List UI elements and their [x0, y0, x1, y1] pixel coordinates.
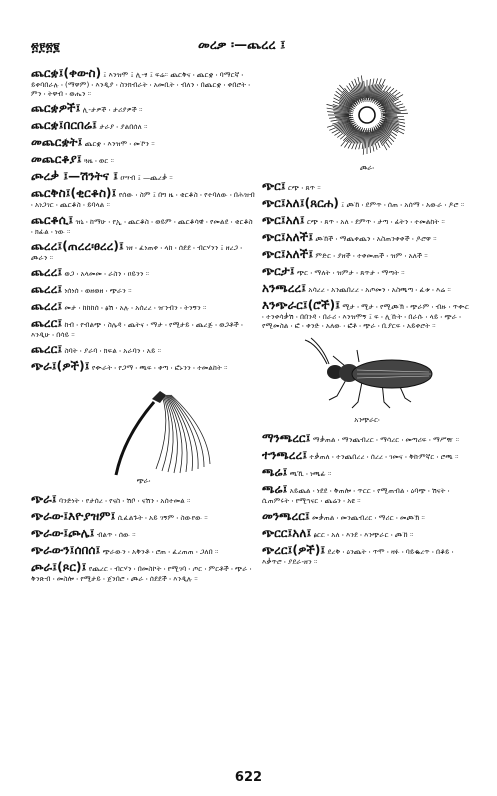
entry-definition: ሊ-ታዎች ፡ ታሪያዎች ።	[82, 105, 143, 115]
sunray-illustration	[262, 66, 472, 164]
dictionary-entry	[31, 543, 256, 557]
dictionary-entry	[31, 526, 256, 540]
left-entries-continued	[31, 492, 256, 583]
dictionary-entry	[262, 526, 472, 540]
dictionary-entry	[31, 213, 256, 236]
beetle-drawing	[287, 334, 447, 416]
page-header	[0, 0, 497, 62]
right-entries-continued	[262, 431, 472, 565]
entry-headword: መንጫረር፤	[262, 508, 310, 523]
entry-definition: ነሰነሰ ፡ ወዘወዘ ፡ ጭራን ።	[64, 286, 132, 296]
entry-definition: ሚታ ፡ ሚታ ፡ የሚጮኽ ፡ ጭራም ፡ ብዙ ፡ ጥቍር ፡ ተንቀሳቃሽ ፡ በበንዳ ፡ በራሪ ፡ እንዝሞኝ ፤ ፍ ፡ ሊኹት ፡ በራሱ ፡ ላይ ፡ ጭራ ፡ የሚመስል ፡ ፎ ፡ ቀንድ ፡ አለው ፡ ፎቶ ፡ ጭራ ፡ ቢያርፍ ፡ አይቀሮት ።	[262, 302, 469, 331]
sun-ray	[334, 114, 349, 115]
dictionary-entry	[31, 239, 256, 262]
entry-headword: ጨረረ፤(ጠረረ፡ፀረረ)፤	[31, 238, 124, 253]
entry-definition: የሰው ፡ ስም ፤ በግ ዜ ፡ ቂርቆስ ፡ የተባለው ፡ በሕዝብ ፡ አነጋገር ፡ ጨርቆስ ፡ ይባላል ።	[31, 190, 255, 210]
dictionary-entry	[31, 316, 256, 339]
dictionary-entry	[31, 359, 256, 373]
entry-definition: ማቃጠል ፡ ማንጨብረር ፡ ማሳረር ፡ መጣሪፍ ፡ ማሥዥ ።	[312, 435, 460, 445]
dictionary-entry	[262, 298, 472, 330]
dictionary-entry	[31, 66, 256, 98]
entry-headword: አንጫረረ፤	[262, 281, 307, 295]
entry-headword: መጨርቆያ፤	[31, 152, 82, 167]
entry-headword: ጭር፤	[262, 179, 286, 193]
dictionary-entry	[31, 186, 256, 209]
entry-headword: ጭራው፤ጮሌ፤	[31, 526, 95, 541]
entry-headword: ጨርቋ፤(ቀውስ)	[31, 66, 102, 80]
header-guide-words: መረቃ ፡—ጨረረ ፤	[198, 38, 286, 53]
page-number: 622	[234, 770, 263, 785]
entry-definition: ጓዜ ፡ ወር ።	[84, 156, 115, 166]
entry-definition: ስባት ፡ ያራባ ፡ ክፍል ፡ አራባን ፡ አይ ።	[64, 346, 162, 356]
sun-ray	[335, 116, 353, 117]
entry-definition: ከብ ፡ የብልጭ ፡ ስሌዳ ፡ ጨትና ፡ ማታ ፡ የሚታይ ፡ ጨረጅ ፡ ወጋቶች ፡ እንዲሁ ፡ በሳይ ።	[31, 320, 243, 340]
beetle-illustration	[262, 334, 472, 416]
dictionary-entry	[262, 281, 472, 295]
entry-definition: ርጭ ፡ ጸጥ ፡ አለ ፡ ደምጥ ፡ ታጣ ፡ ፊትን ፡ ተመልከት ።	[306, 217, 445, 226]
dictionary-entry	[31, 492, 256, 506]
dictionary-entry	[262, 431, 472, 445]
entry-definition: ሲፈልጉት ፡ አይ ገኝም ፡ ስውየው ።	[117, 513, 208, 523]
dictionary-entry	[31, 118, 256, 132]
header-left-numeral: ፳፻፳፪	[31, 40, 60, 54]
entry-definition: ብልጥ ፡ ሰው ።	[96, 530, 136, 540]
entry-definition: አሳረረ ፡ አንጨበረረ ፡ አጦመን ፡ አስጫጣ ፡ ፈቱ ፡ እሬ ።	[308, 285, 451, 294]
entry-headword: ጭራ፤	[31, 492, 57, 507]
sunray-drawing	[292, 66, 442, 164]
entry-definition: ፤ እንዝሞ ፤ ሊ-ፃ ፤ ፍሬ። ጨርቅና ፡ ጨርቋ ፡ ባማርኛ ፡ ይቀባበራሉ ፡ (ማዋም) ፡ እንዲያ ፡ ስንክብራት ፡ አመቢት ፡ ብለን ፡ በጨርቋ ፡ ቀበሮት ፡ ምን ፡ ትዋብ ፡ ወሔን ።	[31, 70, 251, 99]
left-entries	[31, 66, 256, 373]
entry-definition: የቍራት ፡ የጋማ ፡ ጫፍ ፡ ቀጣ ፡ ፎኑንን ፡ ተመልከት ።	[91, 363, 228, 373]
entry-definition: ወጋ ፡ አላመመ ፡ ራስን ፡ ዐይንን ።	[64, 269, 150, 279]
dictionary-entry	[262, 509, 472, 523]
entry-definition: ፅርር ፡ አለ ፡ እንደ ፡ እንጭራር ፡ ጮኸ ።	[313, 529, 414, 539]
right-entries	[262, 179, 472, 330]
entry-definition: ባንድነት ፡ የታሰረ ፡ የናስ ፡ ሽቦ ፡ ናሽን ፡ አሰተመል ።	[58, 496, 191, 506]
entry-definition: ጨርቋ ፡ እንዝሞ ፡ መኾን ።	[84, 139, 155, 149]
sun-ray	[366, 87, 367, 98]
entry-headword: ጭራው፤እዮያዝም፤	[31, 509, 116, 524]
entry-headword: ጨርቋ፤በርበሬ፤	[31, 118, 97, 133]
dictionary-entry	[262, 465, 472, 479]
entry-headword: ጭር፤አለች፤	[262, 230, 314, 244]
entry-headword: ጫሬ፤	[262, 482, 288, 497]
entry-headword: ጨርቅስ፤(ቂርቆስ)፤	[31, 186, 117, 201]
dictionary-entry	[31, 560, 256, 583]
entry-headword: ጨርቋዎች፤	[31, 101, 81, 116]
entry-headword: ጭር፤አለ፤(ጸርሐ)	[262, 196, 339, 210]
entry-headword: ጭረር፤(ዎች)፤	[262, 542, 326, 557]
right-column	[262, 66, 472, 569]
entry-headword: እንጭራር፤(ሮች)፤	[262, 298, 341, 312]
entry-definition: ጮኸች ፡ ማጨቀጨን ፡ አስጠንቀቀች ፡ ዶሮዋ ።	[315, 234, 437, 243]
dictionary-entry	[31, 169, 256, 183]
entry-headword: ጭርር፤አለ፤	[262, 525, 312, 540]
entry-headword: ጨረር፤	[31, 342, 63, 357]
entry-headword: ማንጫረር፤	[262, 431, 311, 446]
entry-headword: መጨርቋት፤	[31, 135, 83, 150]
entry-definition: ጭራውን ፡ አቅንቶ ፡ ሮጠ ፡ ፈረጠጠ ፡ ጋለበ ።	[102, 547, 219, 557]
entry-headword: ጨረረ፤	[31, 282, 63, 297]
whip-drawing	[64, 377, 224, 477]
whip-illustration	[31, 377, 256, 477]
dictionary-entry	[31, 299, 256, 313]
entry-definition: መቃጠል ፡ መንጨብረር ፡ ማሪር ፡ መጮኽ ።	[312, 512, 425, 522]
entry-headword: ጨረረ፤	[31, 299, 63, 314]
entry-headword: ተንጫረረ፤	[262, 448, 308, 463]
entry-definition: አይጨል ፡ ነደደ ፡ ቅጠሎ ፡ ጥርር ፡ የሚጠብል ፡ ዕባጭ ፡ ሽናት ፡ ሲጠምሩት ፡ የሚኀናር ፡ ጨሬን ፡ አዩ ።	[262, 486, 450, 506]
entry-headword: ጨርቆሲ፤	[31, 212, 74, 227]
entry-headword: ጮራ፤(ጾር)፤	[31, 560, 87, 575]
entry-definition: ጭር ፡ ማለት ፡ ዝምታ ፡ ጸጥታ ፡ ማጣት ።	[296, 268, 405, 277]
dictionary-entry	[31, 135, 256, 149]
entry-definition: ምድር ፡ ያዘች ፡ ተቀመጠች ፡ ዝም ፡ አለች ።	[315, 251, 428, 260]
entry-definition: ነዘ ፡ ፈነጠቀ ፡ ላከ ፡ ሰደደ ፡ ብርሃንን ፤ ዘረጋ ፡ ጮራን ።	[31, 242, 243, 262]
left-column	[31, 66, 256, 586]
dictionary-entry	[31, 509, 256, 523]
entry-definition: ተቃጠለ ፡ ተንጨበረረ ፡ ሰረረ ፡ ገመና ፡ ቅኩምኛር ፡ ሮጫ ።	[309, 452, 459, 462]
entry-definition: ፤ ጮኸ ፡ ደምጥ ፡ ሰጠ ፡ አሰማ ፡ አውራ ፡ ዶሮ ።	[341, 200, 465, 209]
dictionary-entry	[262, 543, 472, 566]
dictionary-entry	[262, 230, 472, 244]
entry-definition: መታ ፡ ከከከሰ ፡ ፅሽ ፡ አሉ ፡ አሰረረ ፡ ዠንብን ፡ ትንኝን ።	[64, 303, 207, 313]
dictionary-entry	[262, 247, 472, 261]
entry-definition: ዐሣብ ፤ —ጨረቃ ።	[120, 173, 173, 183]
entry-headword: ጭር፤አለ፤	[262, 213, 305, 227]
dictionary-entry	[31, 282, 256, 296]
entry-definition: ታራያ ፡ ያልበሰለ ።	[99, 122, 148, 132]
entry-definition: ርጭ ፡ ጸጥ ።	[287, 183, 321, 192]
entry-definition: ዝኒ ፡ ከማሁ ፡ የኢ ፡ ጨርቆስ ፡ ወይም ፡ ጨርቆሳዊ ፡ የመልደ ፡ ቂርቆስ ፡ ክፊል ፡ ነው ።	[31, 216, 253, 236]
dictionary-entry	[262, 264, 472, 278]
dictionary-entry	[262, 179, 472, 193]
dictionary-entry	[262, 213, 472, 227]
dictionary-entry	[31, 342, 256, 356]
dictionary-entry	[262, 448, 472, 462]
entry-headword: ጨረር፤	[31, 316, 63, 331]
whip-caption: ጭራ፡	[136, 477, 151, 486]
entry-headword: ጭራውን፤ሰበሰ፤	[31, 543, 101, 558]
dictionary-entry	[31, 101, 256, 115]
entry-headword: ጭር፤አለች፤	[262, 247, 314, 261]
dictionary-entry	[262, 196, 472, 210]
entry-headword: ጨረረ፤	[31, 265, 63, 280]
entry-headword: ጫሬ፤	[262, 465, 288, 480]
beetle-caption: አንጭራር፡	[354, 416, 380, 425]
sunray-caption: ጮራ፡	[360, 164, 374, 172]
entry-headword: ጭራ፤(ዎች)፤	[31, 359, 90, 374]
entry-definition: ጫኺ ፡ ነጫፊ ።	[289, 469, 332, 479]
dictionary-entry	[31, 265, 256, 279]
entry-definition: የጨረር ፡ ብርሃን ፡ በመስኮት ፡ የሚገባ ፡ ጦር ፡ ምርቶች ፡ ጭራ ፡ ቅንጽብ ፡ መስሎ ፡ የሚታይ ፡ ጀንበሮ ፡ ጮራ ፡ ሰደደች ፡ እንዲሉ ።	[31, 564, 252, 584]
sun-ray	[341, 128, 356, 146]
dictionary-entry	[262, 482, 472, 505]
entry-headword: ጮረቃ ፤—ሽንትና ፤	[31, 169, 119, 184]
entry-headword: ጭርታ፤	[262, 264, 295, 278]
dictionary-entry	[31, 152, 256, 166]
entry-definition: ደረቅ ፡ ዕንጨት ፡ ጥሞ ፡ ዛፉ ፡ ባይቈረጥ ፡ በቆይ ፡ እቃጥሮ ፡ ያደራ-ዘን ።	[262, 546, 454, 566]
